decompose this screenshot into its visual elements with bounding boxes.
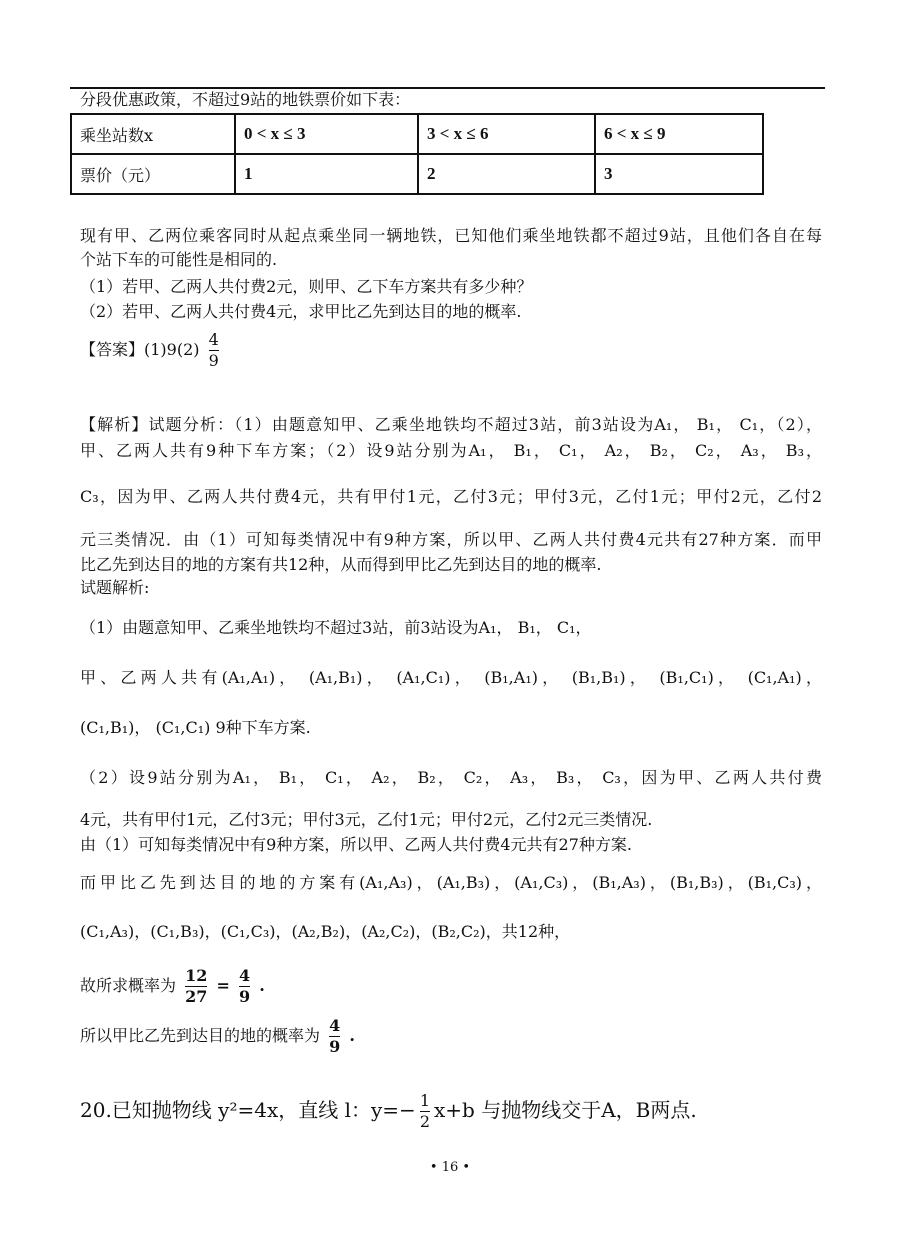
table-row	[71, 154, 763, 194]
denominator: 9	[238, 987, 251, 1006]
numerator: 4	[238, 966, 251, 985]
problem-line: 现有甲、乙两位乘客同时从起点乘坐同一辆地铁，已知他们乘坐地铁都不超过9站，且他们各自在每	[80, 226, 822, 245]
analysis-line: 比乙先到达目的地的方案有共12种，从而得到甲比乙先到达目的地的概率.	[80, 555, 602, 574]
analysis-line: 【解析】试题分析：（1）由题意知甲、乙乘坐地铁均不超过3站，前3站设为A₁， B₁， C₁，（2），	[80, 415, 822, 434]
table-cell: 3 < x ≤ 6	[418, 114, 595, 154]
answer-fraction	[209, 330, 219, 371]
analysis-line: 元三类情况．由（1）可知每类情况中有9种方案，所以甲、乙两人共付费4元共有27种方案．而甲	[80, 530, 822, 549]
analysis-line: C₃，因为甲、乙两人共付费4元，共有甲付1元，乙付3元；甲付3元，乙付1元；甲付2元，乙付2	[80, 487, 822, 506]
problem-line: （2）若甲、乙两人共付费4元，求甲比乙先到达目的地的概率.	[80, 302, 522, 321]
page-number: • 16 •	[429, 1160, 471, 1175]
table-row	[71, 114, 763, 154]
denominator: 9	[329, 1037, 341, 1056]
intro-text: 分段优惠政策，不超过9站的地铁票价如下表：	[80, 90, 411, 109]
period: .	[259, 976, 265, 995]
numerator: 4	[329, 1016, 341, 1035]
table-cell: 3	[595, 154, 763, 194]
solution-line: 4元，共有甲付1元，乙付3元；甲付3元，乙付1元；甲付2元，乙付2元三类情况.	[80, 810, 653, 829]
solution-line: 由（1）可知每类情况中有9种方案，所以甲、乙两人共付费4元共有27种方案.	[80, 835, 632, 854]
analysis-line: 甲、乙两人共有9种下车方案；（2）设9站分别为A₁， B₁， C₁， A₂， B₂， C₂， A₃， B₃，	[80, 441, 822, 460]
numerator: 12	[185, 966, 208, 985]
denominator: 27	[185, 987, 208, 1006]
probability-line	[80, 965, 265, 1007]
equals-sign: =	[216, 976, 230, 995]
solution-line: （1）由题意知甲、乙乘坐地铁均不超过3站，前3站设为A₁， B₁， C₁，	[80, 618, 592, 637]
header-rule	[70, 87, 825, 89]
question-20	[80, 1088, 697, 1132]
denominator: 9	[208, 351, 219, 370]
fraction-4-9	[239, 966, 250, 1007]
solution-line: 甲、乙两人共有(A₁,A₁)， (A₁,B₁)， (A₁,C₁)， (B₁,A₁)， (B₁,B₁)， (B₁,C₁)， (C₁,A₁)，	[80, 668, 822, 687]
fraction-1-2	[420, 1091, 430, 1132]
table-cell: 6 < x ≤ 9	[595, 114, 763, 154]
conclusion-label: 所以甲比乙先到达目的地的概率为	[80, 1026, 321, 1045]
answer-label: 【答案】(1)9(2)	[80, 340, 200, 359]
problem-line: （1）若甲、乙两人共付费2元，则甲、乙下车方案共有多少种？	[80, 277, 533, 296]
answer	[80, 330, 223, 371]
numerator: 4	[208, 330, 219, 349]
numerator: 1	[419, 1091, 430, 1110]
denominator: 2	[419, 1112, 430, 1131]
period: .	[349, 1026, 355, 1045]
q20-text: x+b 与抛物线交于A，B两点.	[434, 1098, 697, 1122]
problem-line: 个站下车的可能性是相同的.	[80, 250, 278, 269]
table-cell: 1	[235, 154, 418, 194]
analysis-line: 试题解析:	[80, 578, 150, 597]
fare-table	[70, 113, 764, 195]
fraction-12-27	[185, 966, 207, 1007]
solution-line: (C₁,B₁)， (C₁,C₁) 9种下车方案.	[80, 718, 311, 737]
table-cell: 2	[418, 154, 595, 194]
solution-line: （2）设9站分别为A₁， B₁， C₁， A₂， B₂， C₂， A₃， B₃， C₃，因为甲、乙两人共付费	[80, 768, 822, 787]
fraction-4-9	[329, 1016, 340, 1057]
table-cell: 0 < x ≤ 3	[235, 114, 418, 154]
solution-line: (C₁,A₃)，(C₁,B₃)，(C₁,C₃)，(A₂,B₂)，(A₂,C₂)，(B₂,C₂)，共12种，	[80, 922, 571, 941]
prob-label: 故所求概率为	[80, 976, 177, 995]
solution-line: 而甲比乙先到达目的地的方案有(A₁,A₃)，(A₁,B₃)，(A₁,C₃)，(B₁,A₃)，(B₁,B₃)，(B₁,C₃)，	[80, 873, 822, 892]
conclusion-line	[80, 1015, 355, 1057]
table-cell: 乘坐站数x	[71, 114, 235, 154]
q20-text: 20.已知抛物线 y²=4x，直线 l：y=−	[80, 1098, 416, 1122]
table-cell: 票价（元）	[71, 154, 235, 194]
